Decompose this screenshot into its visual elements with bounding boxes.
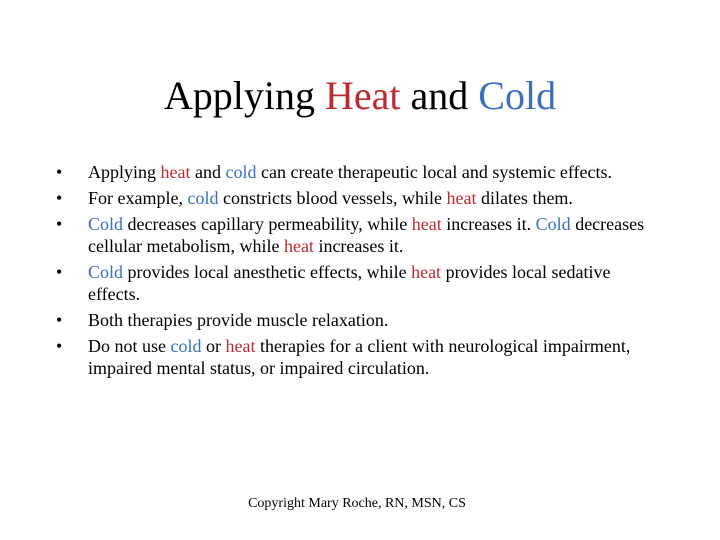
bullet-text-segment: constricts blood vessels, while bbox=[218, 188, 447, 208]
bullet-dot-icon: • bbox=[56, 214, 63, 234]
title-word-heat: Heat bbox=[325, 73, 401, 118]
bullet-dot-icon: • bbox=[56, 188, 63, 208]
bullet-text-segment: increases it. bbox=[441, 214, 536, 234]
bullet-text-segment: Applying bbox=[88, 162, 161, 182]
bullet-text bbox=[88, 262, 611, 304]
bullet-text-segment: increases it. bbox=[313, 236, 404, 256]
keyword-cold: cold bbox=[170, 336, 202, 356]
bullet-item bbox=[56, 187, 656, 209]
keyword-cold: Cold bbox=[88, 262, 124, 282]
bullet-text-segment: decreases cellular metabolism, while bbox=[88, 214, 645, 256]
bullet-dot-icon: • bbox=[56, 162, 63, 182]
keyword-heat: heat bbox=[411, 214, 442, 234]
bullet-text-segment: therapies for a client with neurological impairment, impaired mental status, or impaired circulation. bbox=[88, 336, 631, 378]
bullet-text bbox=[88, 214, 644, 256]
keyword-heat: heat bbox=[160, 162, 191, 182]
bullet-list bbox=[56, 161, 656, 383]
bullet-item bbox=[56, 161, 656, 183]
title-text-applying: Applying bbox=[163, 73, 326, 118]
keyword-cold: Cold bbox=[535, 214, 571, 234]
keyword-heat: heat bbox=[283, 236, 314, 256]
bullet-item bbox=[56, 335, 656, 379]
bullet-text-segment: can create therapeutic local and systemic effects. bbox=[256, 162, 612, 182]
bullet-text-segment: or bbox=[201, 336, 226, 356]
title-text-and: and bbox=[400, 73, 479, 118]
bullet-text-segment: provides local anesthetic effects, while bbox=[123, 262, 412, 282]
bullet-text-segment: Do not use bbox=[88, 336, 171, 356]
bullet-dot-icon: • bbox=[56, 262, 63, 282]
keyword-cold: cold bbox=[187, 188, 219, 208]
keyword-heat: heat bbox=[411, 262, 442, 282]
bullet-item bbox=[56, 213, 656, 257]
keyword-heat: heat bbox=[446, 188, 477, 208]
bullet-text bbox=[88, 336, 630, 378]
bullet-item bbox=[56, 309, 656, 331]
keyword-cold: Cold bbox=[88, 214, 124, 234]
bullet-dot-icon: • bbox=[56, 336, 63, 356]
bullet-text-segment: For example, bbox=[88, 188, 188, 208]
keyword-cold: cold bbox=[225, 162, 257, 182]
slide-title bbox=[0, 72, 720, 120]
bullet-dot-icon: • bbox=[56, 310, 63, 330]
bullet-text-segment: and bbox=[190, 162, 226, 182]
bullet-text-segment: dilates them. bbox=[476, 188, 573, 208]
bullet-text bbox=[88, 162, 612, 182]
copyright-footer: Copyright Mary Roche, RN, MSN, CS bbox=[248, 496, 466, 511]
bullet-item bbox=[56, 261, 656, 305]
title-word-cold: Cold bbox=[478, 73, 557, 118]
bullet-text-segment: decreases capillary permeability, while bbox=[123, 214, 412, 234]
bullet-text-segment: provides local sedative effects. bbox=[88, 262, 611, 304]
bullet-text-segment: Both therapies provide muscle relaxation. bbox=[88, 310, 389, 330]
bullet-text bbox=[88, 310, 388, 330]
bullet-text bbox=[88, 188, 573, 208]
keyword-heat: heat bbox=[225, 336, 256, 356]
